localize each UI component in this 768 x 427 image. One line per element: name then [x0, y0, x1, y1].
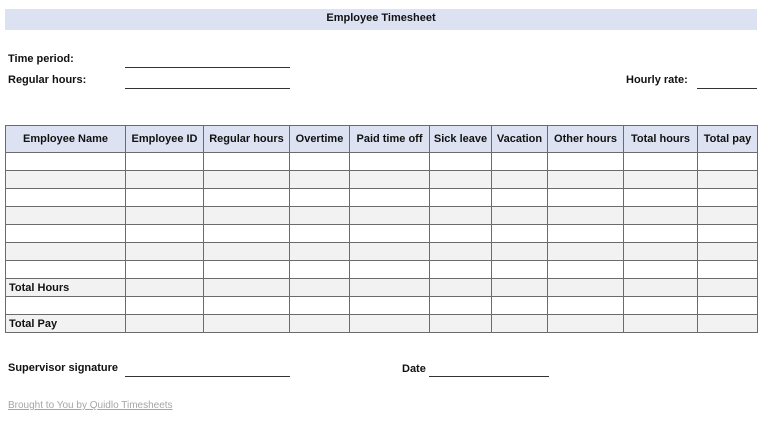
table-row[interactable]: [6, 297, 758, 315]
regular-hours-label: Regular hours:: [8, 74, 87, 86]
title-bar: [5, 9, 757, 30]
timesheet-table: [5, 125, 758, 333]
column-header-other-hours: Other hours: [548, 126, 624, 153]
total-hours-row[interactable]: [6, 279, 758, 297]
hourly-rate-field[interactable]: [697, 88, 757, 89]
date-label: Date: [402, 363, 426, 375]
table-row[interactable]: [6, 243, 758, 261]
table-row[interactable]: [6, 189, 758, 207]
total-hours-label: Total Hours: [6, 279, 126, 297]
supervisor-signature-label: Supervisor signature: [8, 362, 119, 374]
column-header-regular-hours: Regular hours: [204, 126, 290, 153]
total-pay-row[interactable]: [6, 315, 758, 333]
table-row[interactable]: [6, 171, 758, 189]
column-header-total-hours: Total hours: [624, 126, 698, 153]
supervisor-signature-field[interactable]: [125, 376, 290, 377]
hourly-rate-label: Hourly rate:: [626, 74, 688, 86]
footer-link[interactable]: Brought to You by Quidlo Timesheets: [8, 400, 173, 411]
page-title: Employee Timesheet: [326, 12, 436, 24]
column-header-employee-id: Employee ID: [126, 126, 204, 153]
column-header-overtime: Overtime: [290, 126, 350, 153]
table-row[interactable]: [6, 225, 758, 243]
total-pay-label: Total Pay: [6, 315, 126, 333]
time-period-label: Time period:: [8, 53, 74, 65]
time-period-field[interactable]: [125, 67, 290, 68]
column-header-vacation: Vacation: [492, 126, 548, 153]
date-field[interactable]: [429, 376, 549, 377]
column-header-total-pay: Total pay: [698, 126, 758, 153]
table-header-row: [6, 126, 758, 153]
column-header-sick-leave: Sick leave: [430, 126, 492, 153]
table-row[interactable]: [6, 153, 758, 171]
table-row[interactable]: [6, 207, 758, 225]
regular-hours-field[interactable]: [125, 88, 290, 89]
column-header-employee-name: Employee Name: [6, 126, 126, 153]
column-header-paid-time-off: Paid time off: [350, 126, 430, 153]
table-row[interactable]: [6, 261, 758, 279]
